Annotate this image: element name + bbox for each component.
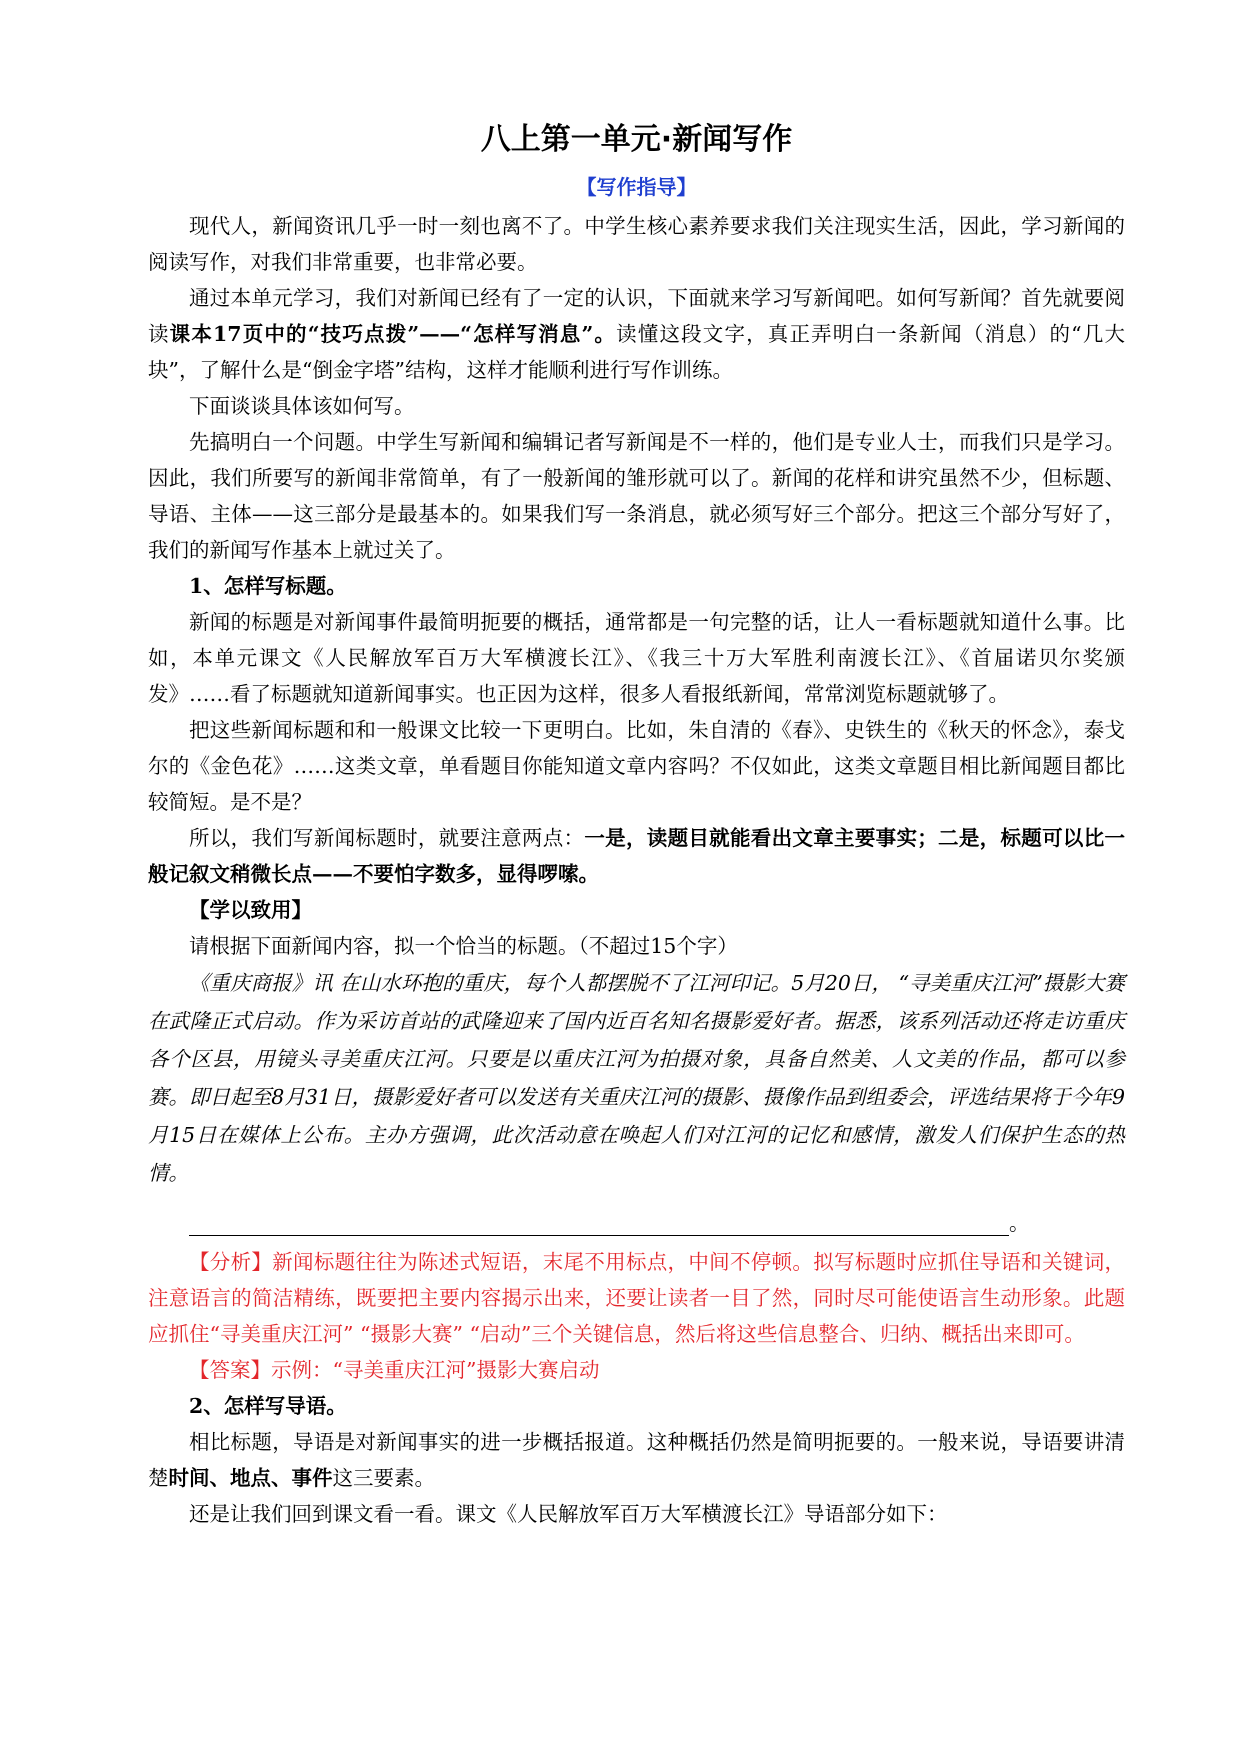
text-run: 通过本单元学习，我们对新闻已经有了一定的认识，下面就来学习写新闻吧。如何写新闻？首先就要阅读 <box>148 286 1125 346</box>
paragraph <box>148 1424 1125 1496</box>
text-run: 读懂这段文字，真正弄明白一条新闻（消息）的“几大块”，了解什么是“倒金字塔”结构，这样才能顺利进行写作训练。 <box>148 322 1125 382</box>
paragraph <box>148 280 1125 388</box>
text-run: 这三要素。 <box>332 1466 435 1490</box>
paragraph: 先搞明白一个问题。中学生写新闻和编辑记者写新闻是不一样的，他们是专业人士，而我们只是学习。因此，我们所要写的新闻非常简单，有了一般新闻的雏形就可以了。新闻的花样和讲究虽然不少，但标题、导语、主体——这三部分是最基本的。如果我们写一条消息，就必须写好三个部分。把这三个部分写好了，我们的新闻写作基本上就过关了。 <box>148 430 1125 562</box>
paragraph: 还是让我们回到课文看一看。课文《人民解放军百万大军横渡长江》导语部分如下： <box>189 1502 948 1526</box>
news-text: 《重庆商报》讯 在山水环抱的重庆，每个人都摆脱不了江河印记。5月20日， “寻美重庆江河”摄影大赛在武隆正式启动。作为采访首站的武隆迎来了国内近百名知名摄影爱好者。据悉，该系列活动还将走访重庆各个区县，用镜头寻美重庆江河。只要是以重庆江河为拍摄对象，具备自然美、人文美的作品，都可以参赛。即日起至8月31日，摄影爱好者可以发送有关重庆江河的摄影、摄像作品到组委会，评选结果将于今年9月15日在媒体上公布。主办方强调，此次活动意在唤起人们对江河的记忆和感情，激发人们保护生态的热情。 <box>148 971 1125 1185</box>
news-excerpt <box>148 964 1125 1192</box>
bold-text: 时间、地点、事件 <box>168 1466 333 1490</box>
page-title: 八上第一单元·新闻写作 <box>480 122 793 157</box>
bold-text: 一是，读题目就能看出文章主要事实；二是，标题可以比一般记叙文稍微长点——不要怕字数多，显得啰嗦。 <box>148 826 1126 886</box>
answer-underline <box>189 1211 1009 1236</box>
bold-text: 课本17页中的“技巧点拨”——“怎样写消息”。 <box>169 322 617 346</box>
paragraph: 新闻的标题是对新闻事件最简明扼要的概括，通常都是一句完整的话，让人一看标题就知道什么事。比如，本单元课文《人民解放军百万大军横渡长江》、《我三十万大军胜利南渡长江》、《首届诺贝尔奖颁发》……看了标题就知道新闻事实。也正因为这样，很多人看报纸新闻，常常浏览标题就够了。 <box>148 610 1125 706</box>
blank-end-mark: 。 <box>1009 1211 1030 1235</box>
text-run: 所以，我们写新闻标题时，就要注意两点： <box>189 826 585 850</box>
heading-lead-section: 2、怎样写导语。 <box>189 1394 347 1418</box>
heading-title-section: 1、怎样写标题。 <box>189 574 347 598</box>
paragraph: 下面谈谈具体该如何写。 <box>189 394 415 418</box>
paragraph <box>148 820 1125 892</box>
text-run: 相比标题，导语是对新闻事实的进一步概括报道。这种概括仍然是简明扼要的。一般来说，导语要讲清楚 <box>148 1430 1125 1490</box>
answer-text: 【答案】示例：“寻美重庆江河”摄影大赛启动 <box>189 1358 600 1382</box>
analysis-text: 【分析】新闻标题往往为陈述式短语，末尾不用标点，中间不停顿。拟写标题时应抓住导语和关键词，注意语言的简洁精练，既要把主要内容揭示出来，还要让读者一目了然，同时尽可能使语言生动形象。此题应抓住“寻美重庆江河” “摄影大赛” “启动”三个关键信息，然后将这些信息整合、归纳、概括出来即可。 <box>148 1250 1125 1346</box>
paragraph: 现代人，新闻资讯几乎一时一刻也离不了。中学生核心素养要求我们关注现实生活，因此，学习新闻的阅读写作，对我们非常重要，也非常必要。 <box>148 214 1125 274</box>
section-label-practice: 【学以致用】 <box>189 898 312 922</box>
task-instruction: 请根据下面新闻内容，拟一个恰当的标题。（不超过15个字） <box>189 934 738 958</box>
paragraph: 把这些新闻标题和和一般课文比较一下更明白。比如，朱自清的《春》、史铁生的《秋天的怀念》，泰戈尔的《金色花》……这类文章，单看题目你能知道文章内容吗？不仅如此，这类文章题目相比新闻题目都比较简短。是不是？ <box>148 718 1125 814</box>
answer-blank <box>189 1206 1125 1236</box>
section-label-guide: 【写作指导】 <box>576 175 697 199</box>
